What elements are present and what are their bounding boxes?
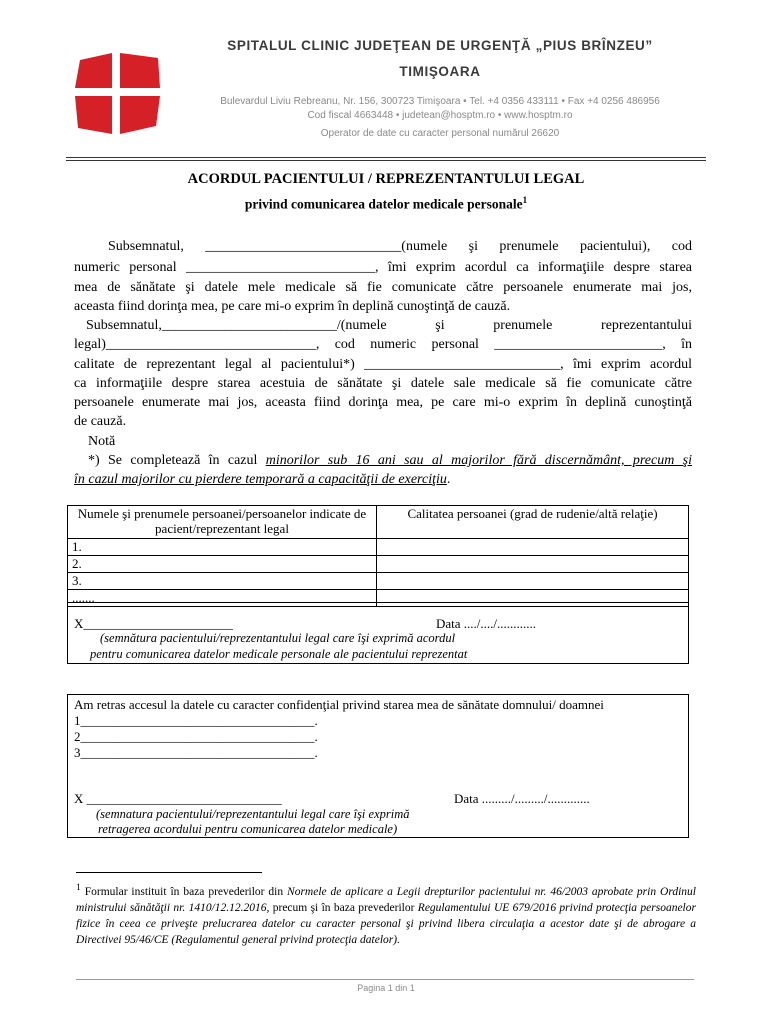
text: /(numele şi prenumele reprezentantului xyxy=(336,318,692,333)
logo-quadrant-tr xyxy=(120,53,160,88)
address-line: Bulevardul Liviu Rebreanu, Nr. 156, 300723 Timişoara • Tel. +4 0356 433111 • Fax +4 0256 486956 xyxy=(220,96,660,107)
representative-name-blank[interactable]: _________________________ xyxy=(161,318,337,333)
fiscal-contact-line: Cod fiscal 4663448 • judetean@hosptm.ro • www.hosptm.ro xyxy=(307,110,573,121)
authorized-persons-table xyxy=(67,505,689,607)
text: (numele şi prenumele pacientului), cod xyxy=(401,239,692,254)
para1-line4: aceasta fiind dorinţa mea, pe care mi-o exprim în deplină cunoştinţă de cauză. xyxy=(74,299,511,314)
note-label: Notă xyxy=(88,434,116,449)
hospital-city: TIMIŞOARA xyxy=(399,64,481,79)
para1-line2 xyxy=(74,258,692,277)
text: , îmi exprim acordul xyxy=(560,357,692,372)
footnote-text: precum şi în baza prevederilor xyxy=(269,901,418,914)
subtitle-text: privind comunicarea datelor medicale personale xyxy=(244,196,523,212)
document-title: ACORDUL PACIENTULUI / REPREZENTANTULUI LEGAL xyxy=(187,171,585,187)
withdrawal-date[interactable]: Data ........./........./............. xyxy=(454,791,590,806)
text: , în xyxy=(662,337,692,352)
para1-line1 xyxy=(108,237,692,256)
table-cell-name[interactable]: 2. xyxy=(68,556,377,573)
para2-line2 xyxy=(74,335,692,354)
text: , îmi exprim acordul ca informaţiile despre starea xyxy=(375,260,692,275)
para2-line6: de cauză. xyxy=(74,414,127,429)
table-cell-name[interactable]: 1. xyxy=(68,539,377,556)
table-header-relation: Calitatea persoanei (grad de rudenie/altă relaţie) xyxy=(377,506,689,539)
table-row[interactable] xyxy=(68,539,689,556)
page-number: Pagina 1 din 1 xyxy=(357,983,415,993)
patient-name-blank-2[interactable]: ____________________________ xyxy=(364,357,561,372)
withdrawal-box xyxy=(67,694,689,838)
para1-line3: mea de sănătate şi datele mele medicale să fie comunicate către persoanele enumerate mai jos, xyxy=(74,280,692,295)
withdrawal-person-line[interactable]: 1____________________________________. xyxy=(74,713,318,728)
withdrawal-heading: Am retras accesul la datele cu caracter confidenţial privind starea mea de sănătate domnului/ doamnei xyxy=(74,697,604,712)
para2-line4: ca informaţiile despre starea acestuia de sănătate şi datele sale medicale să fie comunicate către xyxy=(74,376,692,391)
note-emphasis: minorilor sub 16 ani sau al majorilor fără discernământ, precum şi xyxy=(265,453,692,468)
footnote-text: Formular instituit în baza prevederilor din xyxy=(84,885,288,898)
text: legal) xyxy=(74,337,106,352)
table-row[interactable] xyxy=(68,573,689,590)
text: *) Se completează în cazul xyxy=(88,453,266,468)
text: Subsemnatul, xyxy=(108,239,206,254)
table-header-name: Numele şi prenumele persoanei/persoanelor indicate de pacient/reprezentant legal xyxy=(68,506,377,539)
footnote-number: 1 xyxy=(76,882,81,893)
consent-signature-box xyxy=(67,602,689,664)
header-divider xyxy=(66,160,706,161)
text: . xyxy=(446,472,451,487)
footnote-text: Regulamentului UE 679/2016 privind protecţia persoanelor fizice în ceea ce priveşte prelucrarea datelor cu caracter personal şi privind libera circulaţia a acestor date şi de abrogare a Directivei 95/46/CE (Regulamentul general privind protecţia datelor). xyxy=(76,901,696,946)
withdrawal-person-line[interactable]: 3____________________________________. xyxy=(74,745,318,760)
table-cell-relation[interactable] xyxy=(377,573,689,590)
table-header-row xyxy=(68,506,689,539)
footer-divider xyxy=(76,979,694,980)
signature-line[interactable]: X_______________________ xyxy=(74,616,233,631)
footnote xyxy=(76,880,696,948)
patient-cnp-blank[interactable]: ___________________________ xyxy=(186,260,376,275)
table-row[interactable] xyxy=(68,556,689,573)
table-cell-name[interactable]: ....... xyxy=(68,590,377,607)
note-emphasis: în cazul majorilor cu pierdere temporară a capacităţii de exerciţiu xyxy=(74,472,447,487)
header-divider xyxy=(66,157,706,158)
signature-date[interactable]: Data ..../..../............ xyxy=(436,616,537,631)
withdrawal-caption: retragerea acordului pentru comunicarea datelor medicale) xyxy=(98,822,398,836)
representative-cnp-blank[interactable]: ________________________ xyxy=(494,337,663,352)
para2-line1 xyxy=(86,316,692,335)
table-cell-name[interactable]: 3. xyxy=(68,573,377,590)
note-line2 xyxy=(74,470,450,489)
withdrawal-person-line[interactable]: 2____________________________________. xyxy=(74,729,318,744)
table-cell-relation[interactable] xyxy=(377,539,689,556)
signature-caption: (semnătura pacientului/reprezentantului legal care îşi exprimă acordul xyxy=(100,631,456,645)
note-line1 xyxy=(88,451,692,470)
representative-name-blank-2[interactable]: ______________________________ xyxy=(105,337,316,352)
text: , cod numeric personal xyxy=(315,337,495,352)
withdrawal-signature-line[interactable]: X ______________________________ xyxy=(74,791,282,806)
footnote-ref: 1 xyxy=(522,195,528,205)
logo-quadrant-bl xyxy=(75,96,112,134)
data-operator-line: Operator de date cu caracter personal numărul 26620 xyxy=(320,128,560,139)
withdrawal-caption: (semnatura pacientului/reprezentantului legal care îşi exprimă xyxy=(96,807,410,821)
para2-line5: persoanele enumerate mai jos, aceasta fiind dorinţa mea, pe care mi-o exprim în deplină cunoştinţă xyxy=(74,395,692,410)
red-cross-logo-icon xyxy=(72,48,162,138)
text: Subsemnatul, xyxy=(86,318,162,333)
hospital-name: SPITALUL CLINIC JUDEŢEAN DE URGENŢĂ „PIUS BRÎNZEU” xyxy=(227,38,653,53)
text: numeric personal xyxy=(74,260,187,275)
para2-line3 xyxy=(74,355,692,374)
patient-name-blank[interactable]: ____________________________ xyxy=(205,239,402,254)
footnote-separator xyxy=(76,872,262,873)
logo-quadrant-tl xyxy=(75,53,112,88)
signature-caption: pentru comunicarea datelor medicale personale ale pacientului reprezentat xyxy=(90,647,468,661)
logo-quadrant-br xyxy=(120,96,160,134)
document-subtitle xyxy=(66,195,706,213)
text: calitate de reprezentant legal al pacientului*) xyxy=(74,357,365,372)
footnote-text: Normele de aplicare a Legii drepturilor pacientului nr. 46/2003 aprobate prin Ordinul ministrului sănătăţii nr. 1410/12.12.2016, xyxy=(76,885,697,914)
table-cell-relation[interactable] xyxy=(377,556,689,573)
